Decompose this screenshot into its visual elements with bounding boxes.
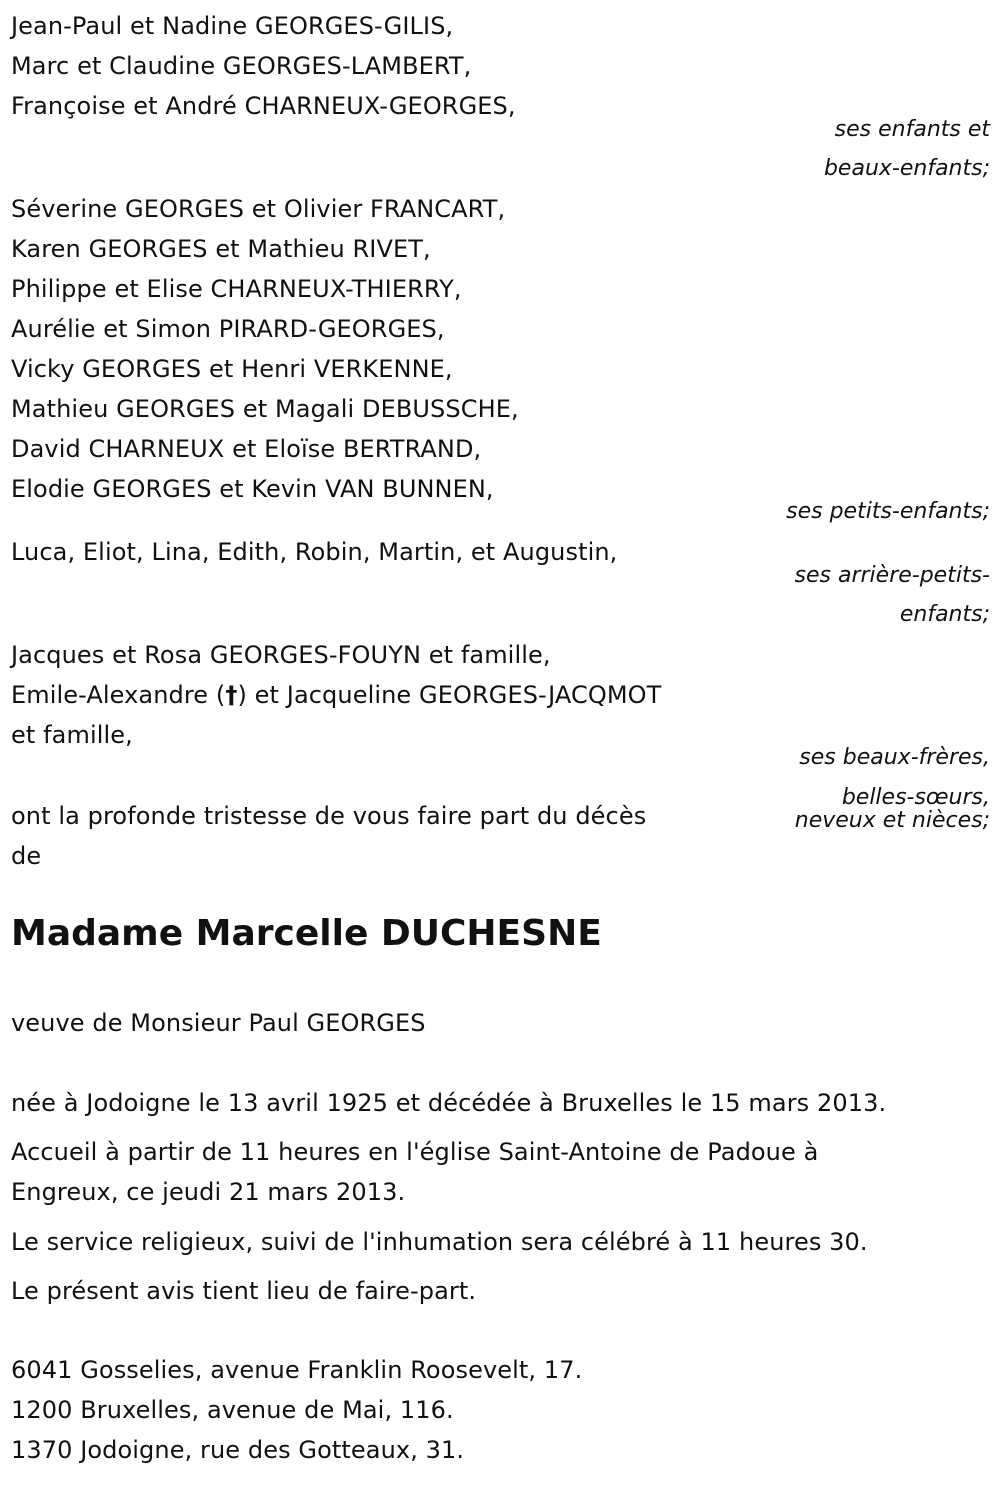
cross-icon: † <box>225 681 238 709</box>
notice-line: Le présent avis tient lieu de faire-part. <box>11 1277 477 1305</box>
grandchildren-line: Aurélie et Simon PIRARD-GEORGES, <box>11 315 445 343</box>
address-line: 1200 Bruxelles, avenue de Mai, 116. <box>11 1396 454 1424</box>
in-laws-line: et famille, <box>11 721 133 749</box>
announcement-line: ont la profonde tristesse de vous faire part du décès <box>11 802 647 830</box>
reception-line: Engreux, ce jeudi 21 mars 2013. <box>11 1178 406 1206</box>
grandchildren-line: David CHARNEUX et Eloïse BERTRAND, <box>11 435 482 463</box>
grandchildren-line: Elodie GEORGES et Kevin VAN BUNNEN, <box>11 475 494 503</box>
deceased-name: Madame Marcelle DUCHESNE <box>11 913 602 954</box>
grandchildren-line: Philippe et Elise CHARNEUX-THIERRY, <box>11 275 462 303</box>
address-line: 1370 Jodoigne, rue des Gotteaux, 31. <box>11 1436 465 1464</box>
in-laws-label: belles-sœurs, <box>841 785 990 810</box>
great-grandchildren-label: enfants; <box>899 602 990 627</box>
children-label: beaux-enfants; <box>823 156 990 181</box>
address-line: 6041 Gosselies, avenue Franklin Roosevelt, 17. <box>11 1356 583 1384</box>
reception-line: Accueil à partir de 11 heures en l'église Saint-Antoine de Padoue à <box>11 1138 819 1166</box>
in-laws-line: Jacques et Rosa GEORGES-FOUYN et famille, <box>11 641 551 669</box>
grandchildren-label: ses petits-enfants; <box>786 499 990 524</box>
great-grandchildren-line: Luca, Eliot, Lina, Edith, Robin, Martin, et Augustin, <box>11 538 618 566</box>
birth-death-line: née à Jodoigne le 13 avril 1925 et décédée à Bruxelles le 15 mars 2013. <box>11 1089 887 1117</box>
in-laws-text: Emile-Alexandre ( <box>11 681 226 709</box>
in-laws-text: ) et Jacqueline GEORGES-JACQMOT <box>237 681 662 709</box>
announcement-line: de <box>11 842 42 870</box>
in-laws-label: ses beaux-frères, <box>799 745 990 770</box>
grandchildren-line: Mathieu GEORGES et Magali DEBUSSCHE, <box>11 395 519 423</box>
children-line: Françoise et André CHARNEUX-GEORGES, <box>11 92 516 120</box>
great-grandchildren-label: ses arrière-petits- <box>794 563 990 588</box>
grandchildren-line: Karen GEORGES et Mathieu RIVET, <box>11 235 431 263</box>
grandchildren-line: Séverine GEORGES et Olivier FRANCART, <box>11 195 506 223</box>
in-laws-line <box>11 680 661 710</box>
children-label: ses enfants et <box>834 117 990 142</box>
grandchildren-line: Vicky GEORGES et Henri VERKENNE, <box>11 355 453 383</box>
widow-of: veuve de Monsieur Paul GEORGES <box>11 1009 426 1037</box>
in-laws-label: neveux et nièces; <box>794 808 990 833</box>
children-line: Marc et Claudine GEORGES-LAMBERT, <box>11 52 472 80</box>
children-line: Jean-Paul et Nadine GEORGES-GILIS, <box>11 12 454 40</box>
service-line: Le service religieux, suivi de l'inhumation sera célébré à 11 heures 30. <box>11 1228 868 1256</box>
